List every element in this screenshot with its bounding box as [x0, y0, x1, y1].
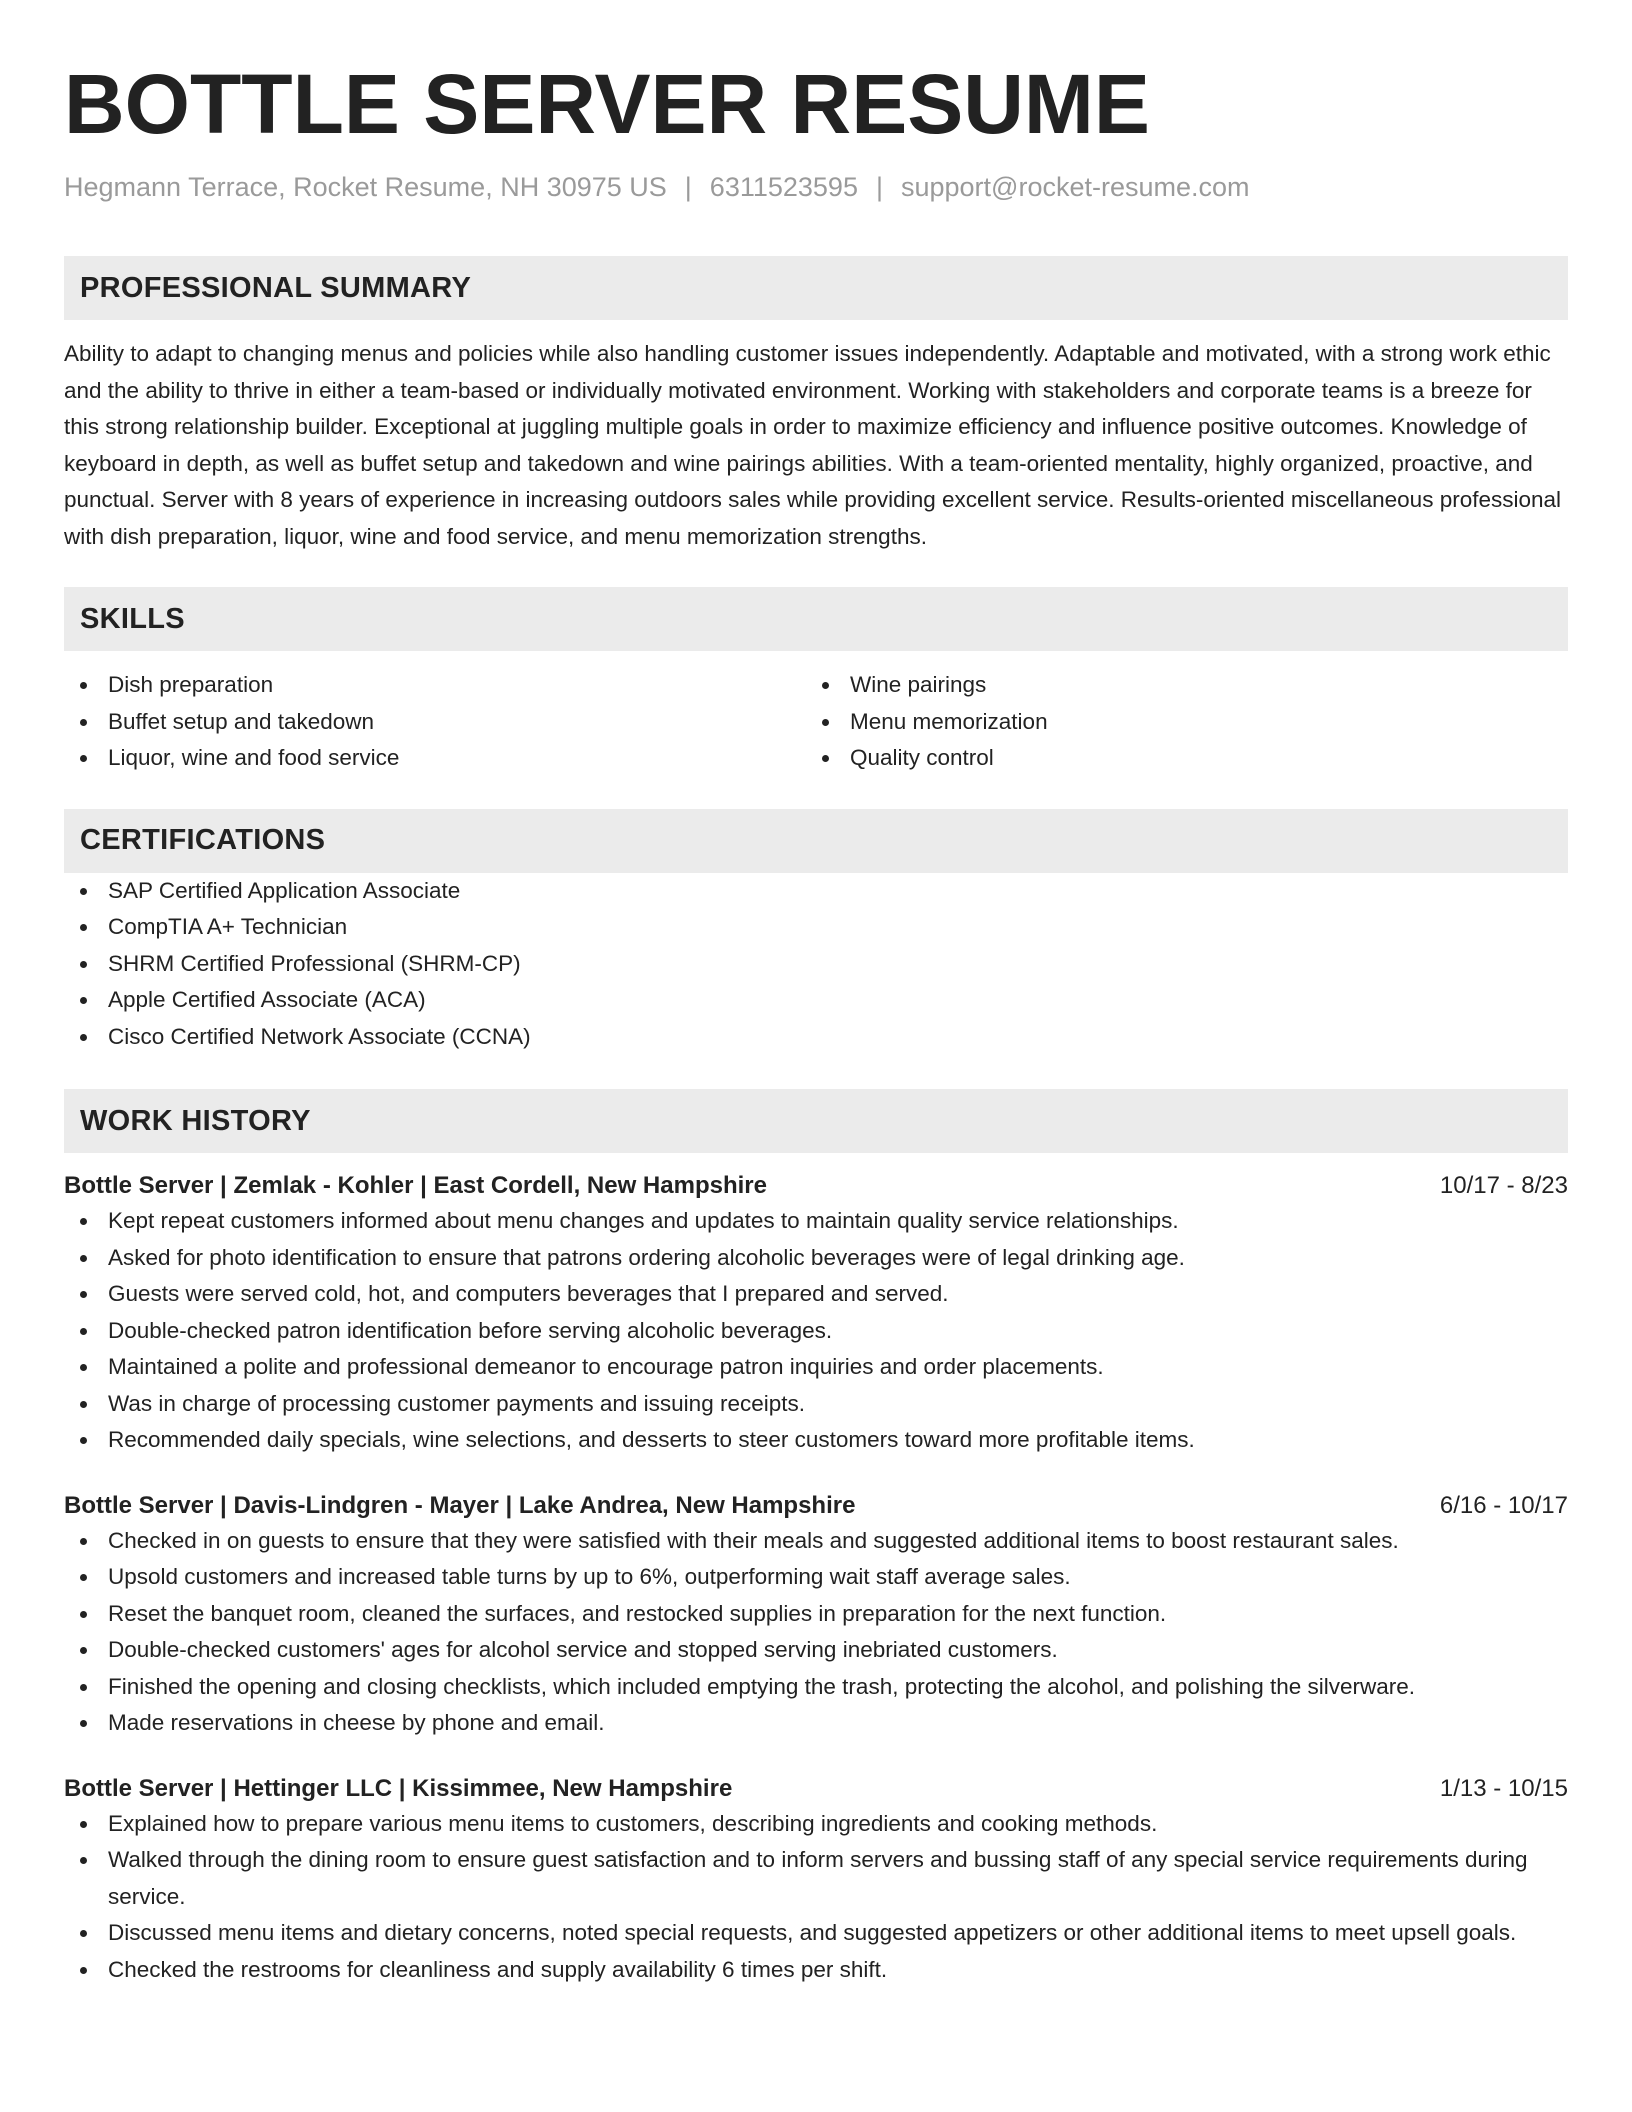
- job-bullet: Was in charge of processing customer payments and issuing receipts.: [64, 1386, 1568, 1423]
- job-entry: [64, 1772, 1568, 1989]
- contact-line: [64, 170, 1568, 204]
- job-heading: [64, 1169, 1568, 1203]
- skills-column-right: [806, 667, 1568, 777]
- job-bullet: Double-checked customers' ages for alcohol service and stopped serving inebriated customers.: [64, 1632, 1568, 1669]
- contact-address: Hegmann Terrace, Rocket Resume, NH 30975 US: [64, 172, 667, 202]
- job-bullet-list: [64, 1806, 1568, 1989]
- certification-item: Apple Certified Associate (ACA): [64, 982, 1568, 1019]
- certification-list: [64, 873, 1568, 1056]
- certification-item: SAP Certified Application Associate: [64, 873, 1568, 910]
- job-bullet: Reset the banquet room, cleaned the surfaces, and restocked supplies in preparation for the next function.: [64, 1596, 1568, 1633]
- skill-item: Wine pairings: [806, 667, 1568, 704]
- skills-column-left: [64, 667, 806, 777]
- resume-title: BOTTLE SERVER RESUME: [64, 57, 1150, 151]
- job-title: Bottle Server | Zemlak - Kohler | East Cordell, New Hampshire: [64, 1172, 767, 1199]
- job-bullet: Upsold customers and increased table turns by up to 6%, outperforming wait staff average sales.: [64, 1559, 1568, 1596]
- skill-item: Dish preparation: [64, 667, 806, 704]
- contact-phone: 6311523595: [709, 172, 858, 202]
- job-dates: 6/16 - 10/17: [1439, 1491, 1568, 1519]
- job-entry: [64, 1169, 1568, 1459]
- job-heading: [64, 1772, 1568, 1806]
- contact-separator: |: [684, 172, 692, 202]
- job-bullet: Walked through the dining room to ensure guest satisfaction and to inform servers and bussing staff of any special service requirements during service.: [64, 1842, 1568, 1915]
- summary-text: Ability to adapt to changing menus and policies while also handling customer issues independently. Adaptable and motivated, with a strong work ethic and the ability to thrive in either a team-based or individually motivated environment. Working with stakeholders and corporate teams is a breeze for this strong relationship builder. Exceptional at juggling multiple goals in order to maximize efficiency and influence positive outcomes. Knowledge of keyboard in depth, as well as buffet setup and takedown and wine pairings abilities. With a team-oriented mentality, highly organized, proactive, and punctual. Server with 8 years of experience in increasing outdoors sales while providing excellent service. Results-oriented miscellaneous professional with dish preparation, liquor, wine and food service, and menu memorization strengths.: [64, 341, 1562, 549]
- job-bullet: Double-checked patron identification before serving alcoholic beverages.: [64, 1313, 1568, 1350]
- skills-grid: [64, 667, 1568, 777]
- job-entry: [64, 1489, 1568, 1742]
- skill-item: Liquor, wine and food service: [64, 740, 806, 777]
- job-dates: 10/17 - 8/23: [1439, 1172, 1568, 1199]
- section-header-skills: SKILLS: [64, 587, 1568, 651]
- certification-item: CompTIA A+ Technician: [64, 909, 1568, 946]
- certification-item: SHRM Certified Professional (SHRM-CP): [64, 946, 1568, 983]
- contact-separator: |: [875, 172, 883, 202]
- job-heading: [64, 1489, 1568, 1523]
- job-title: Bottle Server | Hettinger LLC | Kissimmee, New Hampshire: [64, 1774, 733, 1802]
- job-bullet: Checked in on guests to ensure that they were satisfied with their meals and suggested additional items to boost restaurant sales.: [64, 1523, 1568, 1560]
- contact-email: support@rocket-resume.com: [900, 172, 1250, 202]
- job-bullet: Recommended daily specials, wine selections, and desserts to steer customers toward more profitable items.: [64, 1422, 1568, 1459]
- skill-item: Menu memorization: [806, 704, 1568, 741]
- job-bullet: Finished the opening and closing checklists, which included emptying the trash, protecting the alcohol, and polishing the silverware.: [64, 1669, 1568, 1706]
- job-bullet: Kept repeat customers informed about menu changes and updates to maintain quality service relationships.: [64, 1203, 1568, 1240]
- job-dates: 1/13 - 10/15: [1439, 1774, 1568, 1802]
- job-bullet: Checked the restrooms for cleanliness and supply availability 6 times per shift.: [64, 1952, 1568, 1989]
- section-header-certifications: CERTIFICATIONS: [64, 809, 1568, 873]
- section-header-work-history: WORK HISTORY: [64, 1089, 1568, 1153]
- job-bullet-list: [64, 1523, 1568, 1742]
- section-header-summary: PROFESSIONAL SUMMARY: [64, 256, 1568, 320]
- job-bullet: Guests were served cold, hot, and computers beverages that I prepared and served.: [64, 1276, 1568, 1313]
- job-bullet: Maintained a polite and professional demeanor to encourage patron inquiries and order placements.: [64, 1349, 1568, 1386]
- skill-item: Quality control: [806, 740, 1568, 777]
- skill-item: Buffet setup and takedown: [64, 704, 806, 741]
- job-bullet-list: [64, 1203, 1568, 1459]
- job-bullet: Explained how to prepare various menu items to customers, describing ingredients and cooking methods.: [64, 1806, 1568, 1843]
- job-bullet: Asked for photo identification to ensure that patrons ordering alcoholic beverages were of legal drinking age.: [64, 1240, 1568, 1277]
- job-title: Bottle Server | Davis-Lindgren - Mayer | Lake Andrea, New Hampshire: [64, 1491, 856, 1519]
- job-bullet: Made reservations in cheese by phone and email.: [64, 1705, 1568, 1742]
- certification-item: Cisco Certified Network Associate (CCNA): [64, 1019, 1568, 1056]
- job-bullet: Discussed menu items and dietary concerns, noted special requests, and suggested appetizers or other additional items to meet upsell goals.: [64, 1915, 1568, 1952]
